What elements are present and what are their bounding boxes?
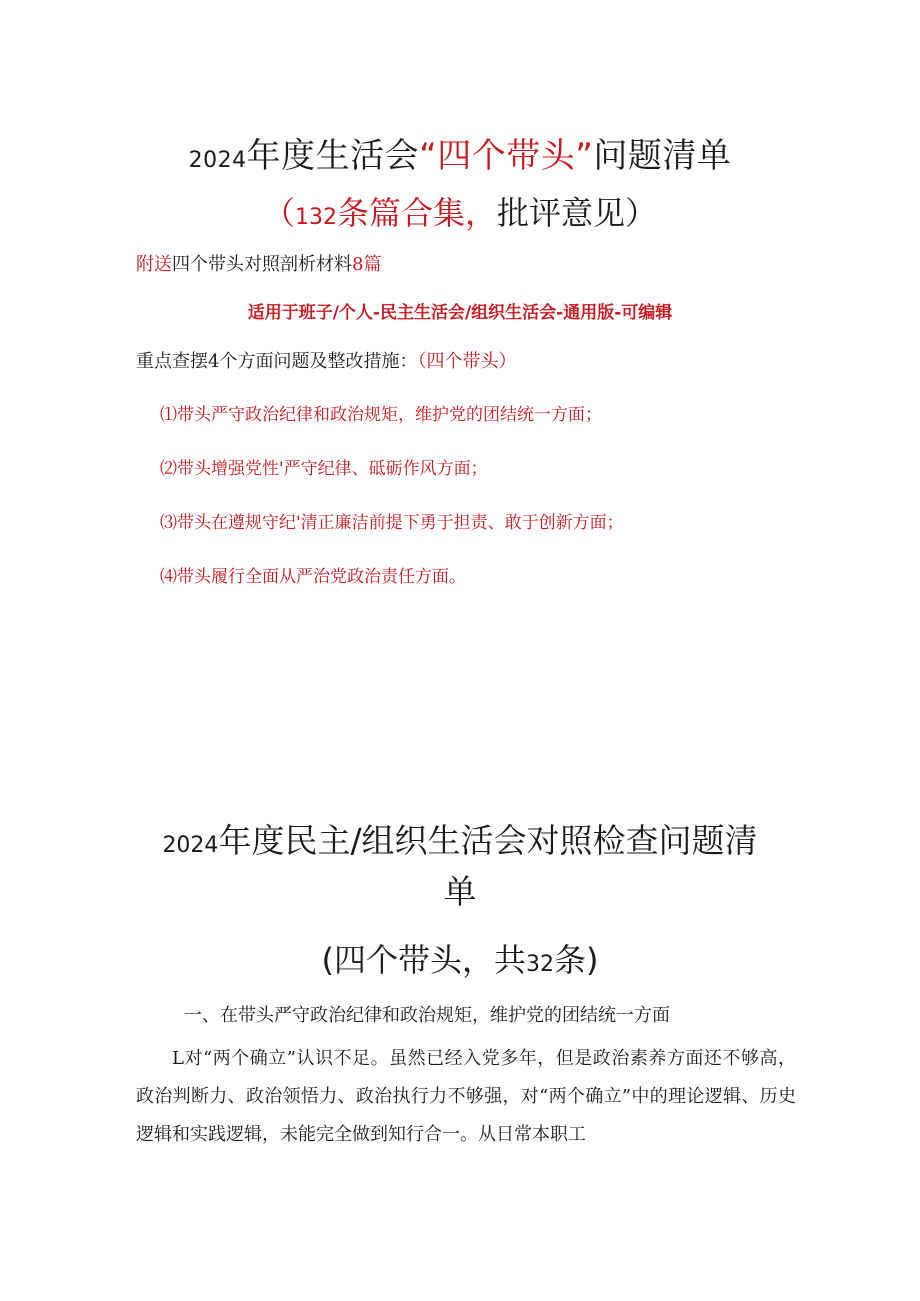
title3-text: 年度民主/组织生活会对照检查问题清单 <box>218 821 758 911</box>
doc-subtitle-2 <box>0 935 920 981</box>
doc-title-2 <box>160 818 760 915</box>
attach-num: 8 <box>352 254 364 275</box>
list-item: ⑴带头严守政治纪律和政治规矩，维护党的团结统一方面； <box>160 405 602 425</box>
title1-year: 2024 <box>188 148 247 173</box>
attachment-line <box>136 250 381 276</box>
title1-pre: 年度生活会 <box>246 136 420 176</box>
attach-black: 四个带头对照剖析材料 <box>172 254 352 275</box>
key-issues-line <box>136 347 516 373</box>
list-item: ⑶带头在遵规守纪'清正廉洁前提下勇于担责、敢于创新方面； <box>160 513 624 533</box>
key-red: （四个带头） <box>417 351 517 372</box>
list-item: ⑵带头增强党性'严守纪律、砥砺作风方面； <box>160 459 488 479</box>
title1-quote: “四个带头” <box>419 136 594 176</box>
title2-num: 132 <box>294 205 337 230</box>
section-heading: 一、在带头严守政治纪律和政治规矩，维护党的团结统一方面 <box>184 1005 670 1026</box>
title4-post: 条) <box>554 941 599 979</box>
doc-subtitle-1 <box>0 188 920 234</box>
title2-red: 条篇合集， <box>336 194 497 232</box>
body-paragraph: L对“两个确立”认识不足。虽然已经入党多年，但是政治素养方面还不够高，政治判断力、政治领悟力、政治执行力不够强，对“两个确立”中的理论逻辑、历史逻辑和实践逻辑，未能完全做到知行合一。从日常本职工 <box>136 1048 796 1145</box>
title1-post: 问题清单 <box>593 136 732 176</box>
key-black: 重点查摆4个方面问题及整改措施： <box>136 351 418 372</box>
applicability-line: 适用于班子/个人-民主生活会/组织生活会-通用版-可编辑 <box>247 303 673 323</box>
list-item: ⑷带头履行全面从严治党政治责任方面。 <box>160 567 466 587</box>
doc-title-1 <box>0 128 920 177</box>
attach-red: 附送 <box>136 254 172 275</box>
title2-open: （ <box>262 194 295 232</box>
title4-num: 32 <box>526 952 554 977</box>
title2-black: 批评意见） <box>497 194 658 232</box>
attach-tail: 篇 <box>363 254 382 275</box>
title4-pre: (四个带头，共 <box>321 941 526 979</box>
title3-year: 2024 <box>162 833 219 858</box>
